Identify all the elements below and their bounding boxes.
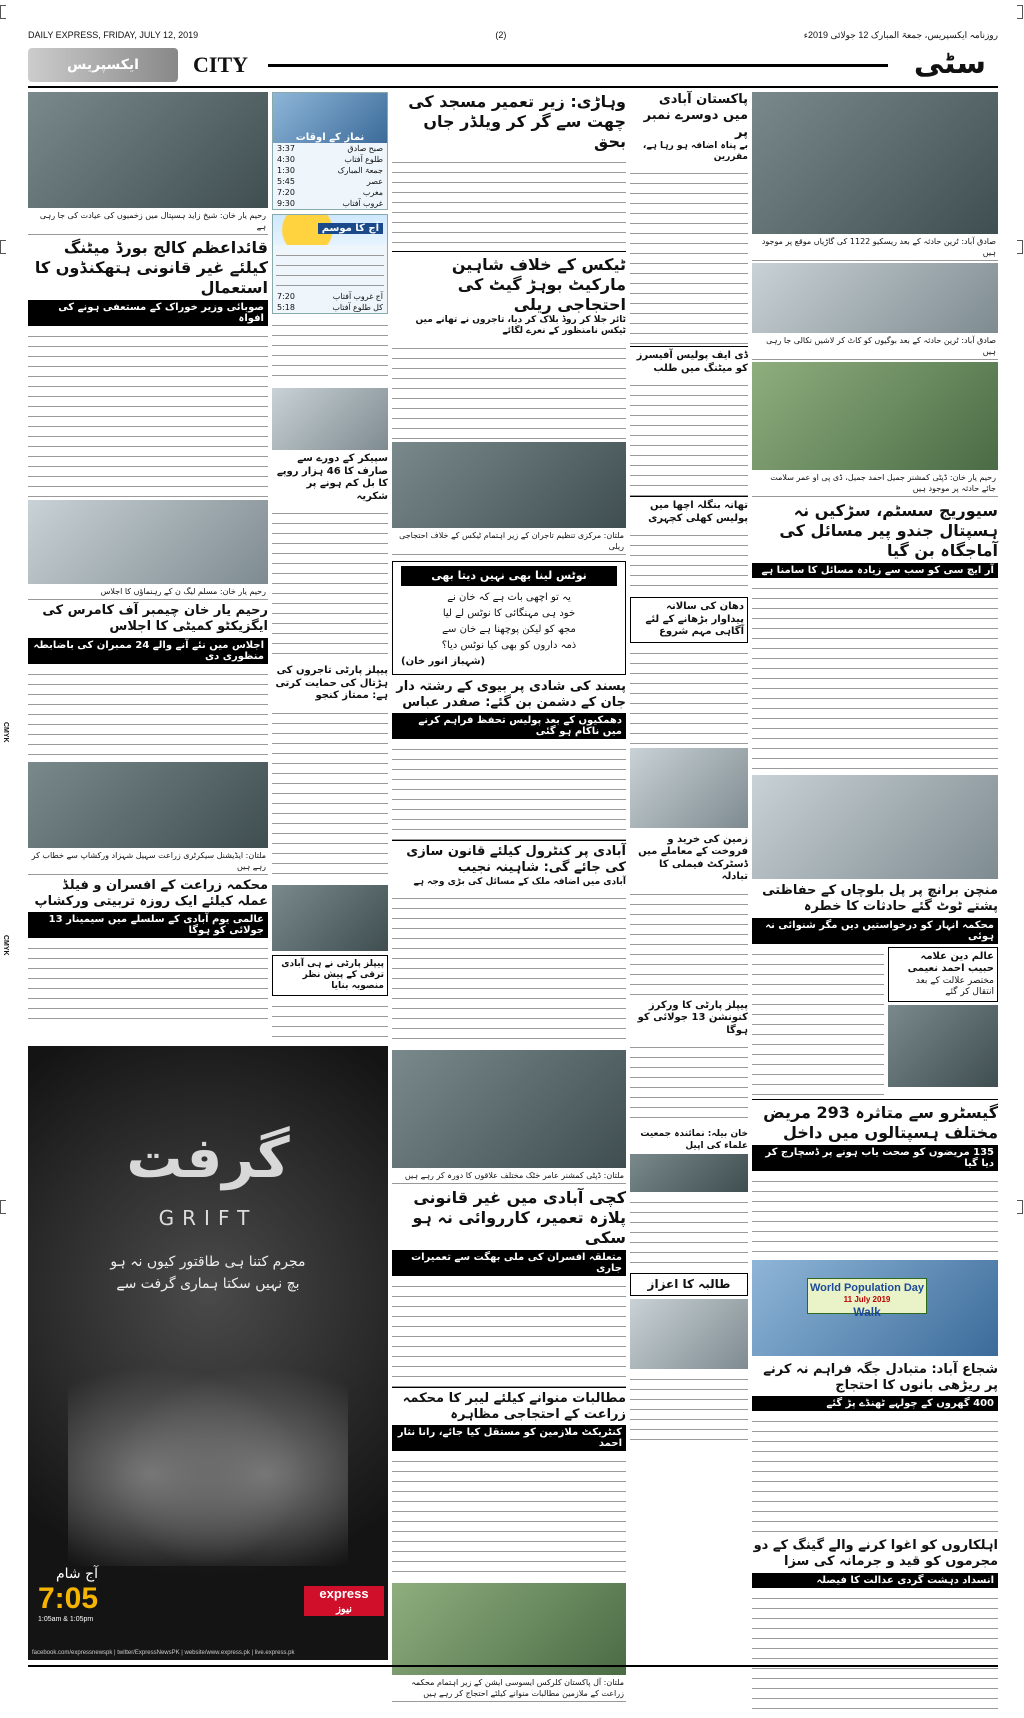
headline: زمین کی خرید و فروخت کے معاملے میں ڈسٹرکٹ فیملی کا تبادلہ [638,833,748,883]
article-body [752,1591,998,1709]
article-body [28,667,268,759]
crop-mark [1017,1200,1023,1214]
page-bottom-rule [28,1665,998,1667]
headline: رحیم یار خان چیمبر آف کامرس کی ایگزیکٹو کمیٹی کا اجلاس [42,603,268,635]
article-body [630,1195,748,1269]
news-photo [630,748,748,828]
train-accident-photo [752,92,998,234]
subheadline: محکمہ انہار کو درخواستیں دیں مگر شنوائی نہ ہوئی [752,918,998,944]
photo-caption: ملتان: ایڈیشنل سیکرٹری زراعت سہیل شہزاد ورکشاپ سے خطاب کر رہے ہیں [28,848,268,875]
express-logo: ایکسپریس [28,48,178,82]
subheadline: عالمی یوم آبادی کے سلسلے میں سیمینار 13 جولائی کو ہوگا [28,912,268,938]
section-title-english: CITY [193,52,249,77]
headline: سیوریج سسٹم، سڑکیں نہ ہسپتال جندو پیر مسائل کی آماجگاہ بن گیا [779,501,998,560]
headline: شجاع آباد: متبادل جگہ فراہم نہ کرنے پر ریڑھی بانوں کا احتجاج [763,1361,998,1393]
train-accident-photo [752,263,998,333]
subheadline: اجلاس میں نئے آنے والے 24 ممبران کی باضابطہ منظوری دی [28,638,268,664]
weather-title: آج کا موسم [318,223,383,234]
mosque-icon [273,93,387,143]
subheadline: 135 مریضوں کو صحت یاب ہونے پر ڈسچارج کر دیا گیا [752,1145,998,1171]
poem-line: مجھ کو لیکن پوچھنا ہے خان سے [442,623,576,635]
prayer-time-row: صبح صادق 3:37 [277,144,383,153]
subheadline: انسداد دہشت گردی عدالت کا فیصلہ [752,1573,998,1588]
masthead [28,44,998,88]
subheadline: 400 گھروں کے چولہے ٹھنڈے پڑ گئے [752,1396,998,1411]
prayer-time-row: طلوع آفتاب 4:30 [277,155,383,164]
left-column [28,92,268,1019]
headline: ٹیکس کے خلاف شاہین مارکیٹ بوہڑ گیٹ کی احتجاجی ریلی [451,255,626,314]
poem-line: یہ تو اچھی بات ہے کہ خان نے [447,591,571,603]
masthead-rule [268,64,888,67]
air-time: آج شام 7:05 1:05am & 1:05pm [38,1566,99,1623]
group-portraits-photo [28,500,268,584]
center-left-column [272,92,388,1057]
article-body [752,1174,998,1256]
ad-tagline: مجرم کتنا ہی طاقتور کیوں نہ ہو بچ نہیں سکتا ہماری گرفت سے [110,1254,306,1292]
crop-mark [0,1200,6,1214]
officials-photo [752,362,998,470]
commissioner-visit-photo [392,1050,626,1168]
article-body [630,166,748,346]
ad-title-urdu: گرفت [126,1126,290,1191]
workshop-photo [28,762,268,848]
obituary-box [888,947,998,1003]
headline: محکمہ زراعت کے افسران و فیلڈ عملہ کیلئے ایک روزہ تربیتی ورکشاپ [34,877,268,909]
prayer-times-list [273,143,387,209]
prayer-time-row: عصر 5:45 [277,177,383,186]
article-body [752,947,884,1095]
headline: قائداعظم کالج بورڈ میٹنگ کیلئے غیر قانونی ہتھکنڈوں کا استعمال [34,238,268,297]
prayer-times-title: نماز کے اوقات [295,132,365,143]
headline: سپیکر کے دورے سے صارف کا 46 ہزار روپے کا بل کم ہونے پر شکریہ [276,453,388,502]
headline-box: طالبہ کا اعزاز [630,1273,748,1296]
crop-mark [0,5,6,19]
poem-box [392,561,626,675]
protest-rally-photo [392,442,626,528]
headline: پاکستان آبادی میں دوسرے نمبر پر [643,92,748,140]
prayer-time-row: مغرب 7:20 [277,188,383,197]
article-body [630,646,748,744]
article-body [392,891,626,1047]
cmyk-mark: CMYK [2,935,9,956]
prayer-times-box [272,92,388,210]
article-body [392,1454,626,1580]
headline: پیپلز پارٹی تاجروں کی ہڑتال کی حمایت کرتی ہے: ممتاز کنجو [275,665,388,701]
photo-caption: صادق آباد: ٹرین حادثہ کے بعد بوگیوں کو کاٹ کر لاشیں نکالی جا رہی ہیں [752,333,998,360]
article-body [28,329,268,497]
header-date-urdu: روزنامہ ایکسپریس، جمعۃ المبارک 12 جولائی 2019ء [803,30,998,40]
subheadline: آبادی میں اضافہ ملک کے مسائل کی بڑی وجہ ہے [413,876,626,887]
article-body [272,506,388,662]
article-body [630,378,748,496]
box-headline: عالم دین علامہ حبیب احمد نعیمی [907,950,994,974]
headline: اہلکاروں کو اغوا کرنے والے گینگ کے دو مجرموں کو قید و جرمانہ کی سزا [753,1538,998,1570]
portrait-photo [888,1005,998,1087]
photo-caption: ملتان: آل پاکستان کلرکس ایسوسی ایشن کے زیر اہتمام محکمہ زراعت کے ملازمین مطالبات منوانے کیلئے احتجاج کر رہے ہیں [392,1675,626,1702]
article-body [630,887,748,997]
headline-box: پیپلز پارٹی نے ہی آبادی ترقی کے پیش نظر منصوبہ بنایا [272,955,388,997]
article-body [392,1279,626,1387]
express-news-logo: express نیوز [304,1586,384,1616]
article-body [272,318,388,384]
photo-caption: صادق آباد: ٹرین حادثہ کے بعد ریسکیو 1122 کی گاڑیاں موقع پر موجود ہیں [752,234,998,261]
photo-caption: رحیم یار خان: ڈپٹی کمشنر جمیل احمد جمیل، ڈی پی او عمر سلامت جائے حادثہ پر موجود ہیں [752,470,998,497]
poem-author: (شہباز انور خان) [401,655,486,667]
ad-title-english: GRIFT [158,1206,258,1230]
page-header-bar [28,30,998,42]
portrait-photo [630,1154,748,1192]
headline-box: دھان کی سالانہ پیداوار بڑھانے کے لئے آگاہی مہم شروع [630,597,748,643]
article-body [28,941,268,1019]
headline: مطالبات منوانے کیلئے لیبر کا محکمہ زراعت کے احتجاجی مظاہرہ [402,1390,626,1422]
headline: ڈی ایف پولیس آفیسرز کو میٹنگ میں طلب [636,350,748,374]
crop-mark [1017,5,1023,19]
sun-times-list [273,291,387,313]
cmyk-mark: CMYK [2,722,9,743]
sun-time-row: آج غروب آفتاب 7:20 [277,292,383,301]
photo-caption: ملتان: ڈپٹی کمشنر عامر خٹک مختلف علاقوں کا دورہ کر رہے ہیں [392,1168,626,1184]
article-body [752,581,998,769]
headline: تھانہ بنگلہ اچھا میں پولیس کھلی کچہری [648,500,748,524]
article-body [752,1414,998,1534]
subheadline: صوبائی وزیر خوراک کے مستعفی ہونے کی افواہ [28,300,268,326]
headline: منچن برانچ پر پل بلوچاں کے حفاظتی پشتے ٹوٹ گئے حادثات کا خطرہ [762,883,998,915]
subheadline: دھمکیوں کے بعد پولیس تحفظ فراہم کرنے میں ناکام ہو گئی [392,713,626,739]
subheadline: ٹائر جلا کر روڈ بلاک کر دیا، تاجروں نے تھانے میں ٹیکس نامنظور کے نعرے لگائے [415,315,626,337]
grift-tv-advertisement [28,1046,388,1660]
poem-line: خود ہی مہنگائی کا نوٹس لے لیا [442,607,576,619]
population-day-walk-photo [752,1260,998,1356]
poem-title: نوٹس لینا بھی نہیں دیتا بھی [401,566,617,586]
headline: پیپلز پارٹی کا ورکرز کنونشن 13 جولائی کو ہوگا [637,999,748,1036]
headline: پسند کی شادی پر بیوی کے رشتہ دار جان کے دشمن بن گئے: صفدر عباس [396,678,626,710]
subheadline: بے پناہ اضافہ ہو رہا ہے، مقررین [642,140,748,162]
prayer-time-row: غروب آفتاب 9:30 [277,199,383,208]
sun-cloud-icon [273,215,387,245]
crop-mark [0,240,6,254]
article-body [392,341,626,439]
portrait-photo [272,885,388,951]
headline: کچی آبادی میں غیر قانونی پلازہ تعمیر، کارروائی نہ ہو سکی [412,1187,626,1247]
article-body [392,155,626,251]
article-body [392,742,626,840]
student-photo [630,1299,748,1369]
subheadline: متعلقہ افسران کی ملی بھگت سے تعمیرات جاری [392,1250,626,1276]
center-column [392,92,626,1702]
headline: خان بیلہ: نمائندہ جمعیت علماء کی اپیل [640,1129,748,1151]
headline: آبادی پر کنٹرول کیلئے قانون سازی کی جائے گی: شاہینہ نجیب [406,844,626,876]
photo-caption: ملتان: مرکزی تنظیم تاجران کے زیر اہتمام ٹیکس کے خلاف احتجاجی ریلی [392,528,626,555]
poem-line: ذمہ داروں کو بھی کیا نوٹس دیا؟ [441,639,577,651]
weather-text [276,248,384,288]
article-body [272,706,388,882]
news-photo [272,388,388,450]
right-column [752,92,998,1709]
subheadline: آر ایچ سی کو سب سے زیادہ مسائل کا سامنا ہے [752,563,998,578]
article-body [630,1040,748,1126]
article-body [630,528,748,594]
center-right-column [630,92,748,1440]
page-number: (2) [495,30,507,40]
header-date-english: DAILY EXPRESS, FRIDAY, JULY 12, 2019 [28,30,199,40]
headline: وہاڑی: زیر تعمیر مسجد کی چھت سے گر کر ویلڈر جاں بحق [408,92,626,151]
box-subheadline: مختصر علالت کے بعد انتقال کر گئے [915,975,994,997]
crop-mark [1017,240,1023,254]
world-population-day-banner: World Population Day 11 July 2019 Walk [807,1278,927,1314]
article-body [630,1372,748,1440]
photo-caption: رحیم یار خان: شیخ زاید ہسپتال میں زخمیوں کی عیادت کی جا رہی ہے [28,208,268,235]
subheadline: کنٹریکٹ ملازمین کو مستقل کیا جائے، رانا نثار احمد [392,1425,626,1451]
ad-social-links: facebook.com/expressnewspk | twitter/ExpressNewsPK | website/www.express.pk | live.express.pk [32,1650,295,1656]
headline: گیسٹرو سے متاثرہ 293 مریض مختلف ہسپتالوں میں داخل [763,1102,998,1142]
hospital-visit-photo [28,92,268,208]
photo-caption: رحیم یار خان: مسلم لیگ ن کے رہنماؤں کا اجلاس [28,584,268,600]
section-title-urdu: سٹی [913,46,986,81]
advert-poster [752,775,998,879]
labour-protest-photo [392,1583,626,1675]
prayer-time-row: جمعۃ المبارک 1:30 [277,166,383,175]
handcuffed-hands-icon [68,1336,348,1566]
sun-time-row: کل طلوع آفتاب 5:18 [277,303,383,312]
weather-box [272,214,388,314]
